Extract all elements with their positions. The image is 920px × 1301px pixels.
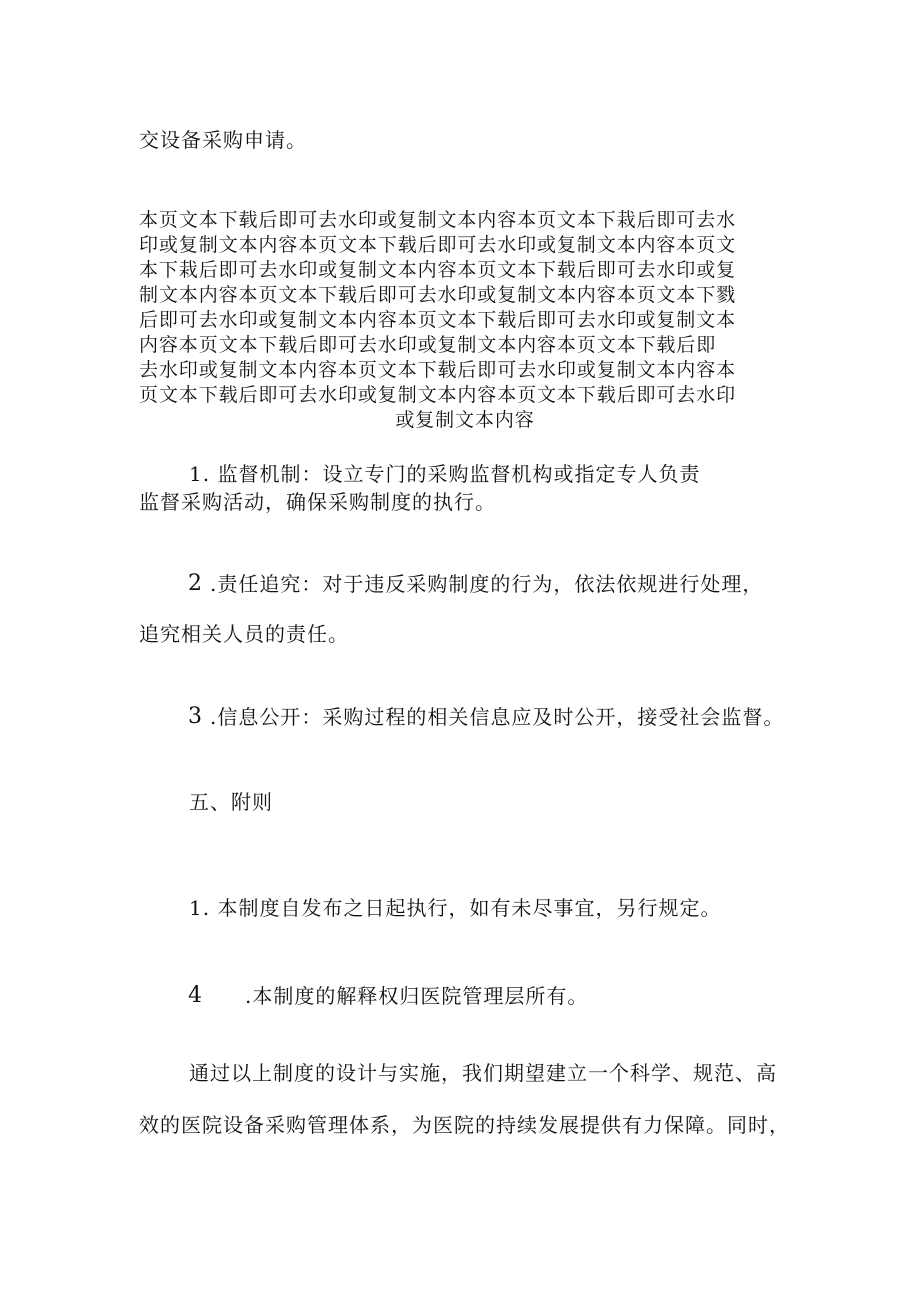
item-1-line-2: 监督采购活动，确保采购制度的执行。 — [139, 490, 496, 514]
item-3-line-1: .信息公开：采购过程的相关信息应及时公开，接受社会监督。 — [210, 705, 785, 729]
watermark-line: 制文本内容本页文本下载后即可去水印或复制文本内容本页文本下戮 — [139, 284, 737, 306]
appendix-item-4: .本制度的解释权归医院管理层所有。 — [245, 984, 589, 1008]
watermark-line: 内容本页文本下载后即可去水印或复制文本内容本页文本下载后即 — [139, 334, 717, 356]
appendix-item-1: 1. 本制度自发布之日起执行，如有未尽事宜，另行规定。 — [189, 896, 722, 920]
watermark-line: 印或复制文本内容本页文本下载后即可去水印或复制文本内容本页文 — [139, 234, 737, 256]
watermark-line-last: 或复制文本内容 — [395, 409, 535, 431]
item-3-number: 3 — [188, 704, 202, 729]
closing-line-1: 通过以上制度的设计与实施，我们期望建立一个科学、规范、高 — [189, 1061, 777, 1085]
watermark-line: 本页文本下载后即可去水印或复制文本内容本页文本下栽后即可去水 — [139, 209, 737, 231]
item-2-line-2: 追究相关人员的责任。 — [139, 622, 349, 646]
text-fragment: 交设备采购申请。 — [139, 128, 307, 152]
item-1-line-1: 1. 监督机制：设立专门的采购监督机构或指定专人负责 — [189, 462, 701, 486]
item-2-line-1: .责任追究：对于违反采购制度的行为，依法依规进行处理， — [210, 572, 764, 596]
closing-line-2: 效的医院设备采购管理体系，为医院的持续发展提供有力保障。同时， — [139, 1113, 790, 1137]
appendix-item-4-number: 4 — [188, 983, 202, 1008]
watermark-line: 后即可去水印或复制文本内容本页文本下载后即可去水印或复制文本 — [139, 309, 737, 331]
section-heading: 五、附则 — [189, 790, 273, 814]
watermark-line: 页文本下载后即可去水印或复制文本内容本页文本下载后即可去水印 — [139, 384, 737, 406]
item-2-number: 2 — [188, 571, 202, 596]
watermark-line: 本下栽后即可去水印或复制文本内容本页文本下载后即可去水印或复 — [139, 259, 737, 281]
watermark-notice — [139, 208, 791, 433]
watermark-line: 去水印或复制文本内容本页文本下载后即可去水印或复制文本内容本 — [139, 359, 737, 381]
